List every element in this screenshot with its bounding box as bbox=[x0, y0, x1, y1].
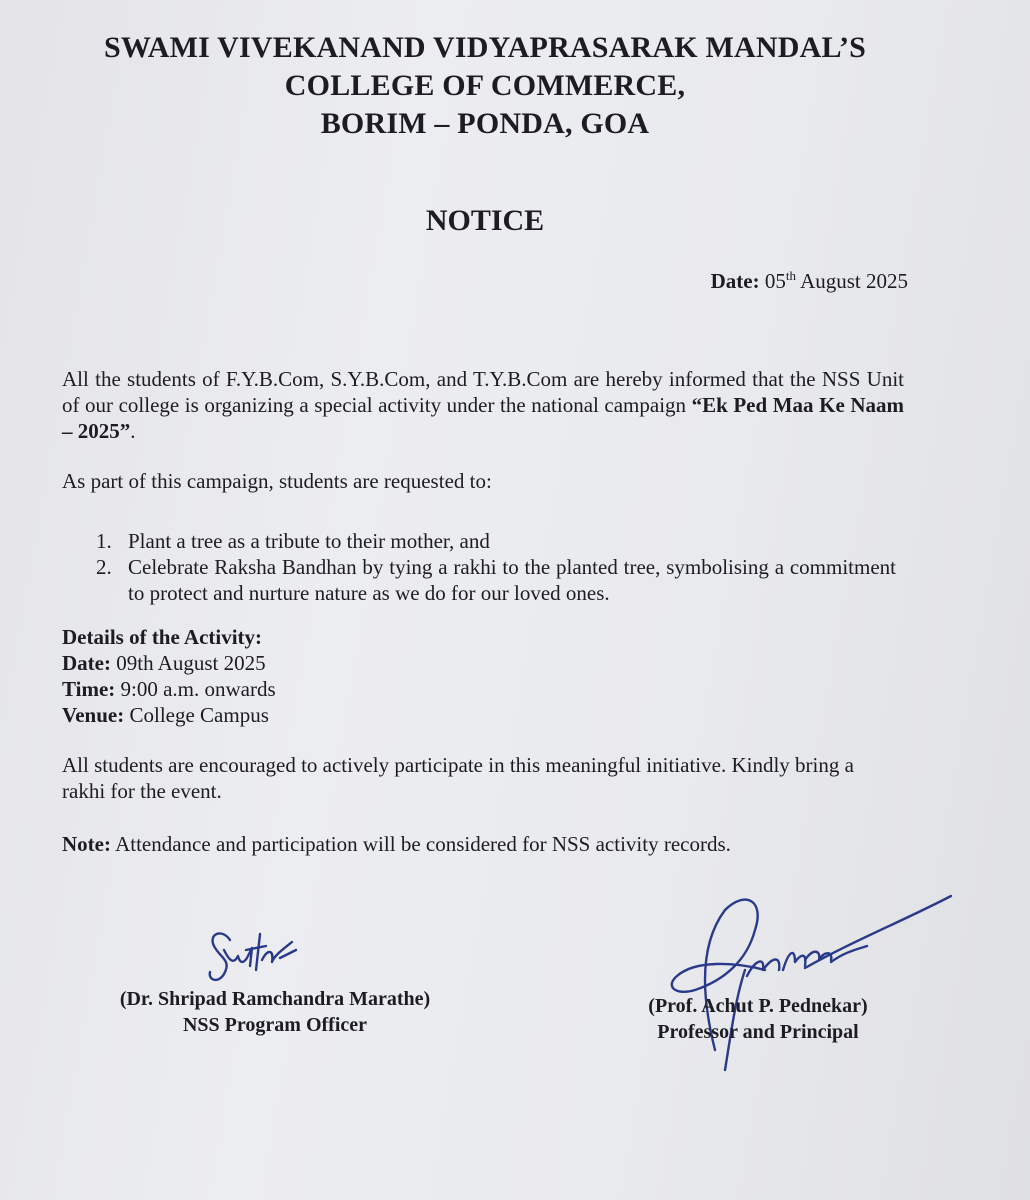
signatory-left-name: (Dr. Shripad Ramchandra Marathe) bbox=[119, 988, 431, 1010]
notice-title: NOTICE bbox=[425, 204, 545, 237]
institution-name-line1: SWAMI VIVEKANAND VIDYAPRASARAK MANDAL’S bbox=[103, 31, 867, 64]
intro-text: All the students of F.Y.B.Com, S.Y.B.Com, and T.Y.B.Com are hereby informed that the NSS Unit of our college is organizing a special activity under the national campaign bbox=[62, 367, 904, 417]
request-list bbox=[96, 528, 896, 606]
note bbox=[62, 832, 731, 857]
signatory-right-name: (Prof. Achut P. Pednekar) bbox=[648, 995, 868, 1017]
details-time-label: Time: bbox=[62, 677, 116, 701]
details-date-label: Date: bbox=[62, 651, 111, 675]
campaign-name: “Ek Ped Maa Ke Naam – 2025” bbox=[62, 393, 904, 443]
details-date-value: 09th August 2025 bbox=[116, 651, 266, 675]
signature-left bbox=[200, 920, 310, 990]
list-item-number: 1. bbox=[96, 529, 112, 553]
intro-end: . bbox=[130, 419, 136, 443]
notice-date-rest: August 2025 bbox=[800, 269, 908, 293]
list-item bbox=[96, 554, 896, 606]
list-item-text: Plant a tree as a tribute to their mother, and bbox=[128, 529, 490, 553]
signatory-right-title: Professor and Principal bbox=[657, 1021, 859, 1043]
details-venue-value: College Campus bbox=[129, 703, 269, 727]
note-label: Note: bbox=[62, 832, 111, 856]
notice-date-suffix: th bbox=[785, 268, 796, 283]
notice-date bbox=[711, 268, 908, 294]
request-paragraph: As part of this campaign, students are requested to: bbox=[62, 469, 492, 493]
signatory-right bbox=[628, 993, 888, 1045]
activity-details bbox=[62, 624, 276, 728]
list-item bbox=[96, 528, 896, 554]
details-venue-label: Venue: bbox=[62, 703, 125, 727]
details-heading: Details of the Activity: bbox=[62, 625, 263, 649]
list-item-text: Celebrate Raksha Bandhan by tying a rakhi to the planted tree, symbolising a commitment to protect and nurture nature as we do for our loved ones. bbox=[128, 555, 896, 605]
details-time-value: 9:00 a.m. onwards bbox=[120, 677, 276, 701]
signatory-left-title: NSS Program Officer bbox=[182, 1014, 368, 1036]
institution-address: BORIM – PONDA, GOA bbox=[320, 107, 650, 140]
institution-name-line2: COLLEGE OF COMMERCE, bbox=[284, 69, 686, 102]
list-item-number: 2. bbox=[96, 555, 112, 579]
notice-date-day: 05 bbox=[764, 269, 786, 293]
intro-paragraph bbox=[62, 366, 904, 444]
notice-date-label: Date: bbox=[710, 269, 760, 293]
encouragement-paragraph: All students are encouraged to actively participate in this meaningful initiative. Kindly bring a rakhi for the event. bbox=[62, 753, 854, 803]
signatory-left bbox=[100, 986, 450, 1038]
note-text: Attendance and participation will be considered for NSS activity records. bbox=[115, 832, 731, 856]
